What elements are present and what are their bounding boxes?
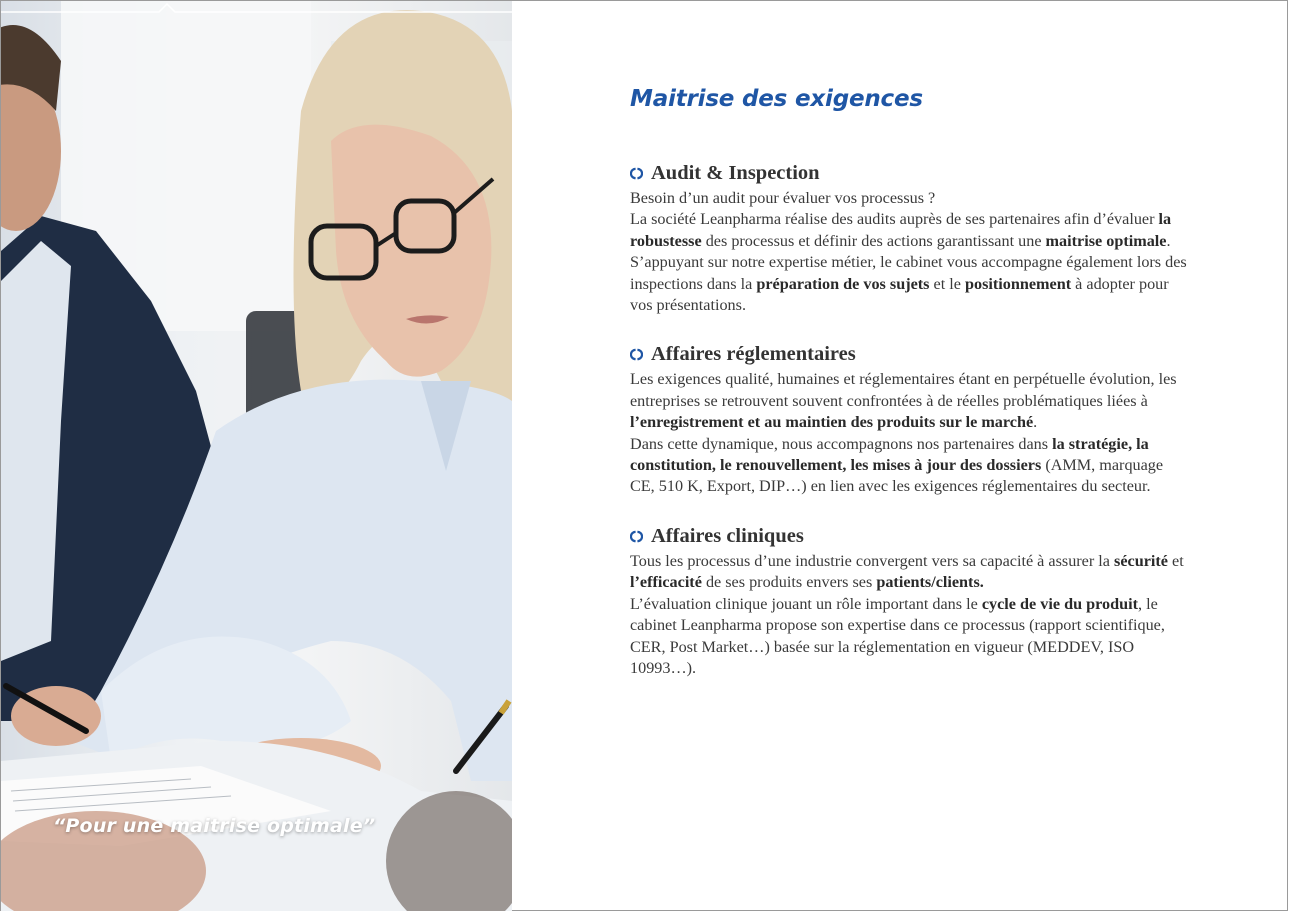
emphasis-text: la robustesse: [630, 210, 1172, 250]
body-text: .: [1166, 231, 1171, 250]
body-text: Tous les processus d’une industrie convergent vers sa capacité à assurer la: [630, 551, 1115, 570]
section-header: [630, 162, 1190, 185]
section-paragraph: [630, 434, 1190, 498]
section-paragraph: [630, 252, 1190, 316]
section-title: Affaires réglementaires: [651, 343, 856, 366]
body-text: et le: [929, 274, 965, 293]
section-header: [630, 525, 1190, 548]
section-title: Audit & Inspection: [651, 162, 820, 184]
emphasis-text: patients/clients.: [876, 573, 984, 592]
emphasis-text: l’efficacité: [630, 573, 702, 592]
page-title: Maitrise des exigences: [630, 86, 923, 112]
circle-bullet-icon: [630, 348, 643, 361]
photo-illustration: [1, 1, 512, 911]
section-paragraph: [630, 188, 1190, 209]
caption-divider: [1, 1, 512, 13]
section-paragraph: [630, 551, 1190, 594]
body-text: de ses produits envers ses: [701, 573, 877, 592]
section-paragraph: [630, 594, 1190, 680]
body-text: (AMM, marquage CE, 510 K, Export, DIP…) en lien avec les exigences réglementaires du secteur.: [630, 456, 1164, 496]
section-paragraph: [630, 369, 1190, 433]
emphasis-text: préparation de vos sujets: [756, 274, 930, 293]
body-text: , le cabinet Leanpharma propose son expertise dans ce processus (rapport scientifique, CER, Post Market…) basée sur la réglementation en vigueur (MEDDEV, ISO 10993…).: [630, 594, 1165, 677]
body-text: S’appuyant sur notre expertise métier, le cabinet vous accompagne également lors des inspections dans la: [630, 253, 1187, 293]
sections-list: [630, 162, 1190, 679]
circle-bullet-icon: [630, 167, 643, 180]
content-panel: [630, 86, 1190, 706]
body-text: et: [1167, 551, 1184, 570]
emphasis-text: la stratégie, la constitution, le renouvellement, les mises à jour des dossiers: [630, 434, 1149, 475]
circle-bullet-icon: [630, 530, 643, 543]
section-paragraph: [630, 209, 1190, 252]
photo-caption: “Pour une maitrise optimale”: [53, 815, 376, 837]
body-text: Dans cette dynamique, nous accompagnons nos partenaires dans: [630, 434, 1053, 453]
body-text: Besoin d’un audit pour évaluer vos processus ?: [630, 189, 936, 207]
section-header: [630, 343, 1190, 366]
section-title: Affaires cliniques: [651, 524, 804, 547]
body-text: .: [1033, 413, 1038, 432]
body-text: Les exigences qualité, humaines et réglementaires étant en perpétuelle évolution, les entreprises se retrouvent souvent confrontées à de réelles problématiques liées à: [630, 370, 1177, 410]
body-text: La société Leanpharma réalise des audits auprès de ses partenaires afin d’évaluer: [630, 210, 1159, 229]
emphasis-text: sécurité: [1114, 551, 1168, 570]
body-text: des processus et définir des actions garantissant une: [701, 231, 1046, 250]
body-text: à adopter pour vos présentations.: [630, 274, 1169, 315]
hero-photo: [1, 1, 512, 911]
section-2: [630, 525, 1190, 679]
emphasis-text: cycle de vie du produit: [981, 594, 1139, 613]
emphasis-text: positionnement: [964, 274, 1072, 293]
section-0: [630, 162, 1190, 316]
body-text: L’évaluation clinique jouant un rôle important dans le: [630, 594, 982, 613]
section-1: [630, 343, 1190, 497]
emphasis-text: maitrise optimale: [1045, 231, 1167, 250]
emphasis-text: l’enregistrement et au maintien des produits sur le marché: [630, 413, 1034, 432]
